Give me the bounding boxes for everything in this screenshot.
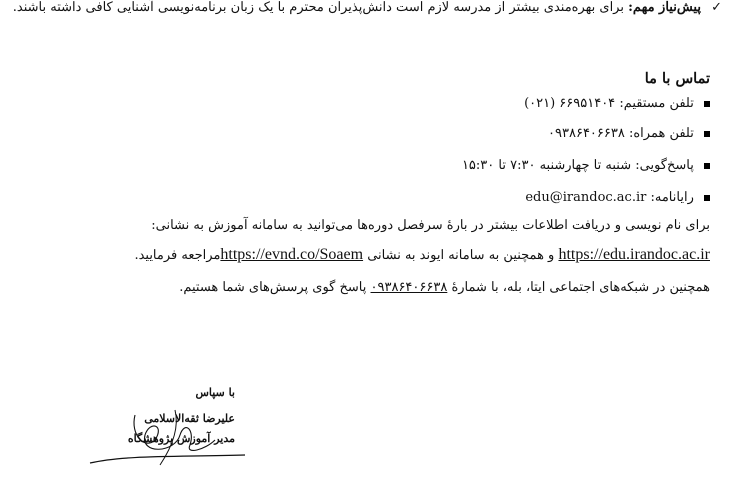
prerequisite-text: برای بهره‌مندی بیشتر از مدرسه لازم است دانش‌پذیران محترم با یک زبان برنامه‌نویسی آشنایی کافی داشته باشند.: [12, 0, 624, 15]
registration-line-1: برای نام نویسی و دریافت اطلاعات بیشتر در بارهٔ سرفصل دوره‌ها می‌توانید به سامانه آموزش به نشانی:: [151, 218, 710, 233]
contact-label: تلفن همراه:: [628, 126, 694, 141]
signature-closing: با سپاس: [195, 386, 235, 399]
registration-line-3: [179, 280, 710, 295]
registration-line-2: [134, 246, 710, 264]
contact-item-phone: [524, 96, 710, 111]
contact-label: پاسخ‌گویی:: [635, 158, 694, 173]
bullet-square-icon: [704, 163, 710, 169]
bullet-square-icon: [704, 195, 710, 201]
contact-label: تلفن مستقیم:: [619, 96, 694, 111]
social-end: پاسخ گوی پرسش‌های شما هستیم.: [179, 280, 367, 295]
bullet-square-icon: [704, 101, 710, 107]
email-link[interactable]: edu@irandoc.ac.ir: [525, 190, 647, 205]
contact-label: رایانامه:: [650, 190, 694, 205]
signature-title: مدیر آموزش پژوهشگاه: [127, 432, 235, 445]
prerequisite-label: پیش‌نیاز مهم:: [628, 0, 701, 15]
evnd-link[interactable]: https://evnd.co/Soaem: [220, 246, 364, 263]
contact-value: شنبه تا چهارشنبه ۷:۳۰ تا ۱۵:۳۰: [461, 158, 632, 173]
contact-value: ۰۹۳۸۶۴۰۶۶۳۸: [548, 126, 625, 141]
contact-value: (۰۲۱) ۶۶۹۵۱۴۰۴: [524, 96, 616, 111]
prerequisite-note: [13, 0, 722, 15]
bullet-square-icon: [704, 131, 710, 137]
checkmark-icon: ✓: [711, 0, 722, 15]
registration-connector: و همچنین به سامانه ایوند به نشانی: [367, 248, 555, 263]
social-phone: ۰۹۳۸۶۴۰۶۶۳۸: [370, 280, 448, 295]
contact-item-hours: [462, 158, 710, 173]
contact-item-email: [525, 190, 710, 205]
signature-name: علیرضا ثقه‌الاسلامی: [144, 412, 235, 425]
contact-heading: تماس با ما: [644, 70, 710, 87]
contact-item-mobile: [548, 126, 710, 141]
edu-portal-link[interactable]: https://edu.irandoc.ac.ir: [558, 246, 710, 263]
handwritten-signature: [85, 395, 260, 475]
registration-end: مراجعه فرمایید.: [134, 248, 221, 263]
social-text: همچنین در شبکه‌های اجتماعی ایتا، بله، با شمارهٔ: [451, 280, 710, 295]
